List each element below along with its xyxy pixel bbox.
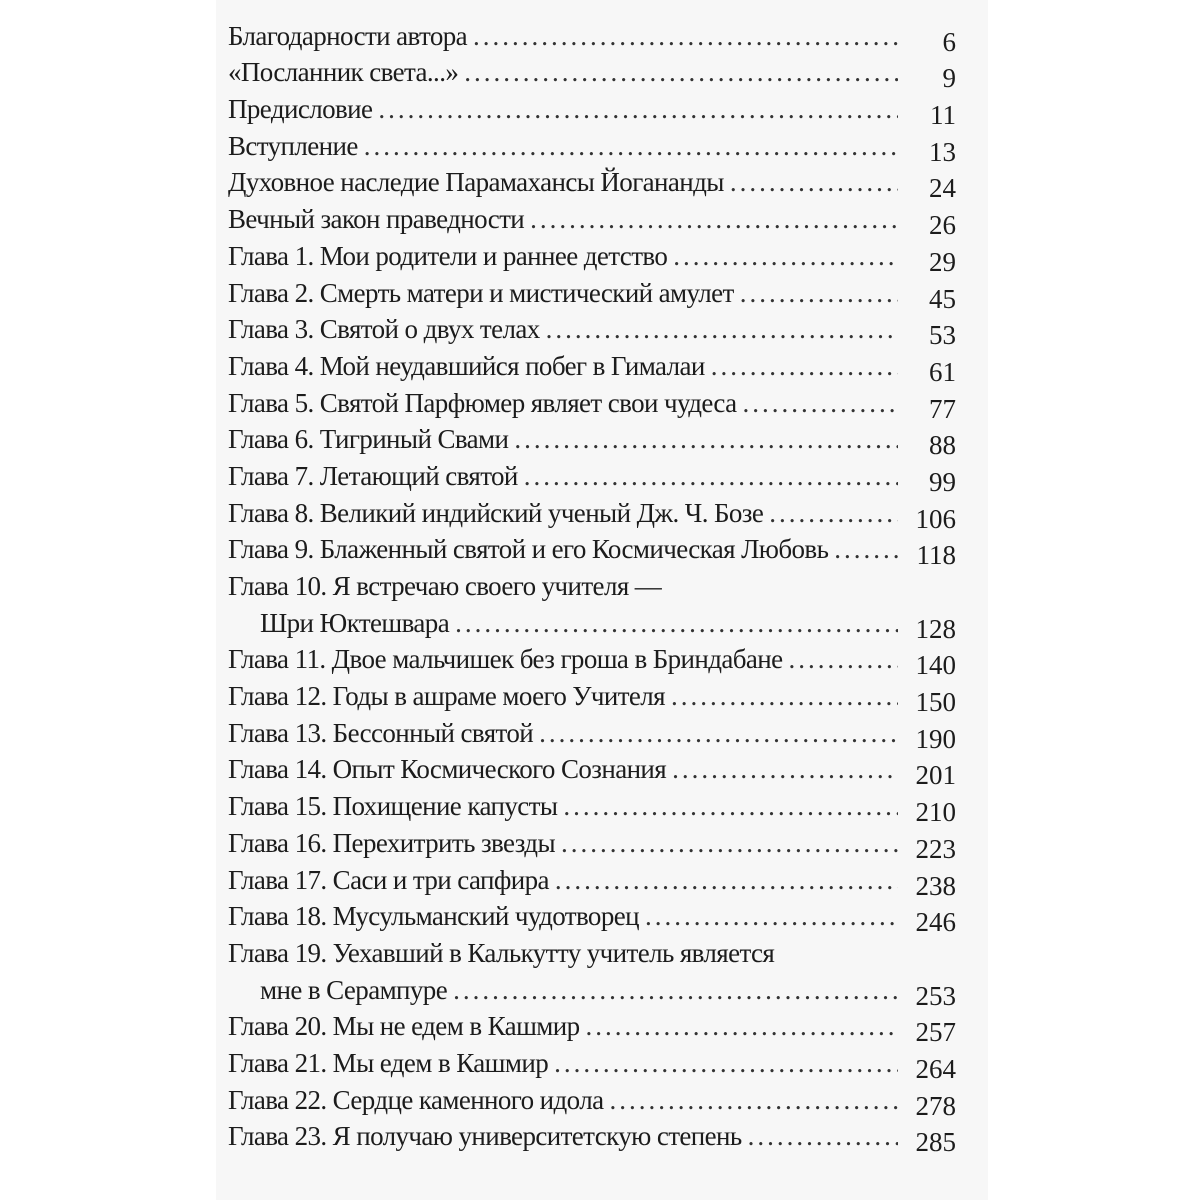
toc-entry-page: 238 (915, 870, 956, 901)
toc-entry-title: Глава 16. Перехитрить звезды (228, 827, 555, 858)
toc-entry-page: 128 (915, 613, 956, 644)
dot-leader (673, 241, 898, 271)
toc-entry-page: 9 (942, 63, 956, 94)
toc-entry-page: 223 (915, 833, 956, 864)
toc-entry (228, 711, 956, 754)
dot-leader (748, 1121, 898, 1151)
toc-entry-title: Духовное наследие Парамахансы Йогананды (228, 167, 724, 198)
toc-entry-page: 77 (929, 393, 956, 424)
dot-leader (586, 1011, 899, 1041)
toc-entry (228, 638, 956, 681)
toc-entry-page: 253 (915, 980, 956, 1011)
toc-entry-page: 278 (915, 1090, 956, 1121)
dot-leader (555, 865, 898, 895)
toc-entry (228, 528, 956, 571)
toc-entry-title: Глава 21. Мы едем в Кашмир (228, 1047, 549, 1078)
toc-entry (228, 564, 956, 601)
toc-entry-page: 26 (929, 210, 956, 241)
toc-entry (228, 234, 956, 277)
dot-leader (453, 975, 898, 1005)
toc-entry (228, 87, 956, 131)
toc-entry-page: 45 (929, 283, 956, 314)
toc-entry-page: 264 (915, 1053, 956, 1084)
toc-entry-title: мне в Серампуре (260, 974, 448, 1005)
dot-leader (464, 57, 898, 87)
dot-leader (834, 534, 898, 564)
toc-entry-title: Глава 13. Бессонный святой (228, 717, 534, 748)
toc-entry (228, 1041, 956, 1084)
toc-entry-title: Глава 7. Летающий святой (228, 460, 518, 491)
toc-entry-title: «Посланник света...» (228, 57, 459, 88)
dot-leader (672, 754, 898, 784)
toc-entry (228, 748, 956, 791)
toc-entry-page: 53 (929, 320, 956, 351)
table-of-contents (228, 14, 956, 1158)
toc-entry-title: Глава 22. Сердце каменного идола (228, 1084, 604, 1115)
toc-entry-page: 11 (930, 100, 956, 131)
toc-entry-title: Глава 9. Блаженный святой и его Космическая Любовь (228, 534, 829, 565)
toc-entry-page: 106 (915, 503, 956, 534)
toc-entry-page: 257 (915, 1017, 956, 1048)
toc-entry-page: 99 (929, 466, 956, 497)
toc-entry-page: 246 (915, 907, 956, 938)
toc-entry-page: 29 (929, 246, 956, 277)
toc-entry-title: Глава 23. Я получаю университетскую степень (228, 1121, 742, 1152)
toc-entry (228, 968, 956, 1011)
dot-leader (530, 204, 898, 234)
toc-entry-title: Глава 5. Святой Парфюмер являет свои чудеса (228, 387, 737, 418)
toc-entry (228, 491, 956, 534)
toc-entry (228, 674, 956, 718)
toc-entry-page: 61 (929, 356, 956, 387)
toc-entry-title: Вечный закон праведности (228, 204, 525, 235)
dot-leader (561, 828, 898, 858)
dot-leader (563, 791, 898, 821)
dot-leader (743, 388, 899, 418)
toc-entry-page: 210 (915, 797, 956, 828)
toc-entry (228, 1005, 956, 1048)
dot-leader (740, 278, 898, 308)
toc-entry-title: Глава 12. Годы в ашраме моего Учителя (228, 681, 665, 712)
toc-entry-title: Глава 17. Саси и три сапфира (228, 864, 549, 895)
dot-leader (455, 608, 898, 638)
toc-entry-page: 24 (929, 173, 956, 204)
toc-entry-page: 201 (915, 760, 956, 791)
toc-entry (228, 308, 956, 351)
toc-entry-page: 88 (929, 430, 956, 461)
toc-entry-title: Глава 8. Великий индийский ученый Дж. Ч. Бозе (228, 497, 764, 528)
dot-leader (524, 461, 898, 491)
toc-entry (228, 821, 956, 864)
toc-entry-title: Вступление (228, 130, 358, 161)
toc-entry (228, 381, 956, 424)
toc-entry-page: 13 (929, 136, 956, 167)
toc-entry (228, 895, 956, 938)
toc-entry-title: Глава 4. Мой неудавшийся побег в Гималаи (228, 350, 705, 381)
toc-entry-title: Глава 18. Мусульманский чудотворец (228, 901, 639, 932)
toc-entry (228, 858, 956, 901)
toc-entry-page: 6 (942, 26, 956, 57)
dot-leader (711, 351, 898, 381)
toc-entry-page: 150 (915, 687, 956, 718)
dot-leader (473, 21, 898, 51)
dot-leader (514, 424, 898, 454)
dot-leader (769, 498, 898, 528)
toc-entry (228, 51, 956, 94)
toc-entry-title: Глава 19. Уехавший в Калькутту учитель является (228, 937, 775, 968)
dot-leader (546, 314, 898, 344)
toc-entry-page: 285 (915, 1127, 956, 1158)
dot-leader (364, 131, 898, 161)
toc-entry (228, 124, 956, 167)
toc-entry-title: Глава 3. Святой о двух телах (228, 314, 540, 345)
toc-entry-title: Глава 2. Смерть матери и мистический амулет (228, 277, 734, 308)
toc-entry (228, 418, 956, 461)
toc-entry-title: Глава 15. Похищение капусты (228, 791, 558, 822)
dot-leader (730, 167, 898, 197)
dot-leader (378, 94, 898, 124)
toc-entry-title: Глава 10. Я встречаю своего учителя — (228, 571, 662, 601)
dot-leader (789, 644, 898, 674)
toc-entry (228, 454, 956, 497)
dot-leader (645, 901, 898, 931)
toc-entry-title: Глава 11. Двое мальчишек без гроша в Бриндабане (228, 644, 783, 675)
toc-entry-title: Глава 6. Тигриный Свами (228, 424, 509, 455)
toc-entry (228, 931, 956, 968)
toc-entry (228, 344, 956, 387)
dot-leader (554, 1048, 898, 1078)
toc-entry-page: 190 (915, 723, 956, 754)
toc-entry (228, 14, 956, 57)
toc-entry (228, 784, 956, 828)
dot-leader (671, 681, 898, 711)
toc-entry-title: Глава 20. Мы не едем в Кашмир (228, 1011, 580, 1042)
toc-entry (228, 161, 956, 204)
toc-entry-title: Глава 14. Опыт Космического Сознания (228, 754, 667, 785)
toc-entry-page: 140 (915, 650, 956, 681)
dot-leader (539, 718, 898, 748)
toc-entry (228, 271, 956, 314)
toc-entry-title: Благодарности автора (228, 20, 468, 51)
toc-entry-title: Глава 1. Мои родители и раннее детство (228, 240, 668, 271)
toc-entry (228, 1078, 956, 1121)
toc-entry-title: Предисловие (228, 94, 373, 125)
toc-entry-page: 118 (916, 540, 956, 571)
toc-entry (228, 1115, 956, 1158)
dot-leader (609, 1085, 898, 1115)
toc-entry (228, 197, 956, 241)
toc-entry (228, 601, 956, 644)
toc-entry-title: Шри Юктешвара (260, 607, 450, 638)
